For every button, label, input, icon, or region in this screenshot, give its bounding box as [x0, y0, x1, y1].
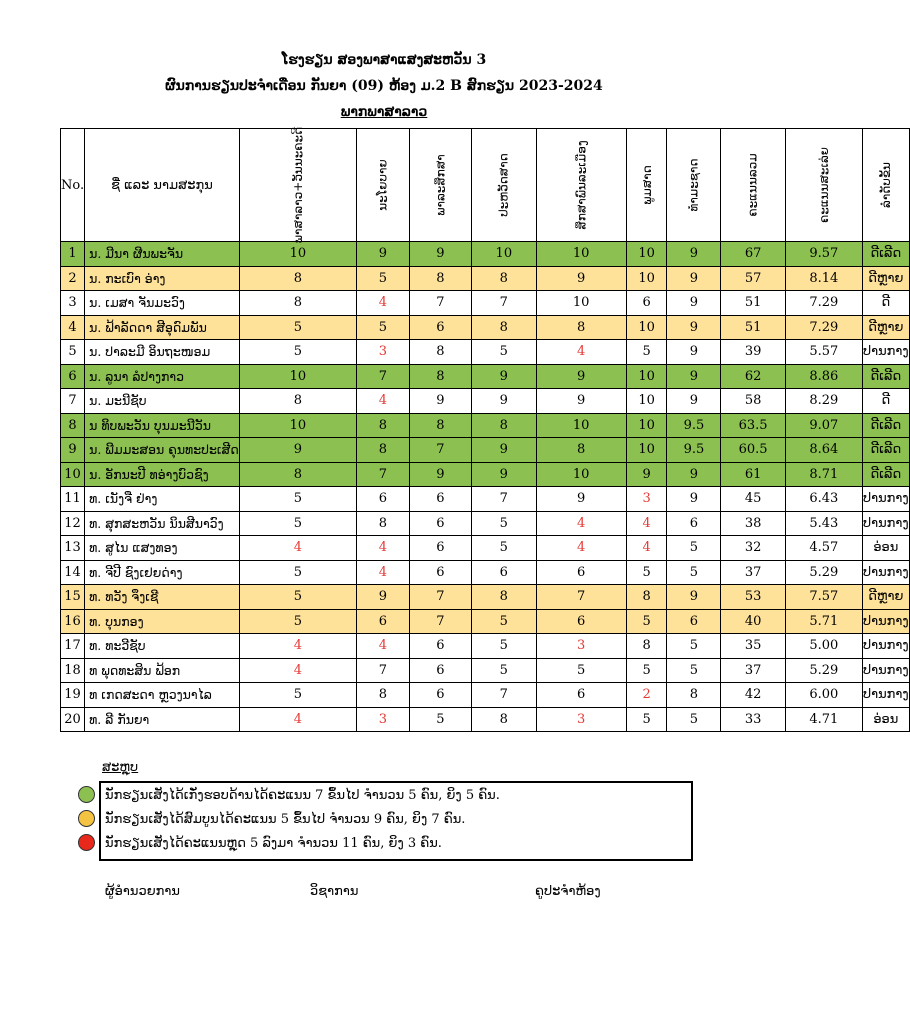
student-name: ນ. ປາລະມີ ອິນຖະໜອມ	[85, 340, 240, 365]
score-cell: 61	[721, 462, 785, 487]
score-cell: 5	[357, 315, 409, 340]
student-name: ນ. ອັກນະປີ ທອ່າງບົວຊົງ	[85, 462, 240, 487]
row-number: 17	[61, 634, 85, 659]
table-row	[61, 536, 910, 561]
grade-cell: ດີ	[862, 291, 909, 316]
score-cell: 6	[536, 683, 626, 708]
score-cell: 40	[721, 609, 785, 634]
row-number: 11	[61, 487, 85, 512]
student-name: ນ. ກະເບົາ ອ່າງ	[85, 266, 240, 291]
score-cell: 5	[357, 266, 409, 291]
table-row	[61, 389, 910, 414]
grade-cell: ປານກາງ	[862, 658, 909, 683]
score-cell: 10	[472, 242, 536, 267]
score-cell: 5	[239, 511, 356, 536]
score-cell: 9	[667, 291, 721, 316]
score-cell: 10	[626, 266, 667, 291]
score-cell: 5.57	[785, 340, 862, 365]
score-cell: 8	[239, 389, 356, 414]
score-cell: 45	[721, 487, 785, 512]
academic-signature-label: ວິຊາການ	[310, 884, 359, 899]
student-name: ທ. ສຸກສະຫວັນ ນິນສີນາວົງ	[85, 511, 240, 536]
score-cell: 7	[409, 438, 471, 463]
score-cell: 10	[536, 413, 626, 438]
table-row	[61, 609, 910, 634]
row-number: 5	[61, 340, 85, 365]
header-grade: ລຳດັບຂັ້ນ	[862, 129, 909, 242]
student-name: ນ. ມະນີຊັບ	[85, 389, 240, 414]
header-total: ຄະແນນລວມ	[721, 129, 785, 242]
score-cell: 7	[536, 585, 626, 610]
table-row	[61, 487, 910, 512]
row-number: 12	[61, 511, 85, 536]
row-number: 19	[61, 683, 85, 708]
score-cell: 9	[667, 462, 721, 487]
score-cell: 8.14	[785, 266, 862, 291]
score-cell: 10	[536, 242, 626, 267]
score-cell: 8	[357, 511, 409, 536]
score-cell: 8	[409, 340, 471, 365]
score-cell: 4	[536, 340, 626, 365]
row-number: 13	[61, 536, 85, 561]
score-cell: 7	[357, 658, 409, 683]
score-cell: 10	[536, 462, 626, 487]
table-row	[61, 413, 910, 438]
score-cell: 6	[409, 315, 471, 340]
score-cell: 9	[409, 462, 471, 487]
score-cell: 9	[409, 389, 471, 414]
header-policy: ນະໂຍບາຍ	[357, 129, 409, 242]
score-cell: 10	[626, 438, 667, 463]
table-row	[61, 438, 910, 463]
score-cell: 5	[472, 609, 536, 634]
score-cell: 9	[536, 487, 626, 512]
grade-cell: ປານກາງ	[862, 683, 909, 708]
score-cell: 5	[239, 585, 356, 610]
score-cell: 37	[721, 560, 785, 585]
score-cell: 9	[667, 389, 721, 414]
score-cell: 6.00	[785, 683, 862, 708]
student-name: ນ. ເມສາ ຈັນມະວົງ	[85, 291, 240, 316]
score-cell: 7	[357, 364, 409, 389]
header-average: ຄະແນນສະເລ່ຍ	[785, 129, 862, 242]
score-cell: 9	[667, 364, 721, 389]
score-cell: 6.43	[785, 487, 862, 512]
red-circle-icon	[78, 834, 95, 851]
header-no: No.	[61, 129, 85, 242]
yellow-circle-icon	[78, 810, 95, 827]
grade-cell: ດີເລີດ	[862, 462, 909, 487]
score-cell: 3	[626, 487, 667, 512]
grade-cell: ປານກາງ	[862, 487, 909, 512]
score-cell: 62	[721, 364, 785, 389]
score-cell: 7	[409, 609, 471, 634]
score-cell: 8	[472, 315, 536, 340]
score-cell: 7.57	[785, 585, 862, 610]
score-cell: 4	[239, 707, 356, 732]
score-cell: 5	[472, 536, 536, 561]
summary-item-pass: ນັກຮຽນເສັງໄດ້ສົມບູນໄດ້ຄະແນນ 5 ຂຶ້ນໄປ ຈຳນວນ 9 ຄົນ, ຍິງ 7 ຄົນ.	[105, 812, 466, 827]
score-cell: 6	[409, 658, 471, 683]
score-cell: 4	[536, 536, 626, 561]
score-cell: 51	[721, 291, 785, 316]
score-cell: 33	[721, 707, 785, 732]
grade-cell: ປານກາງ	[862, 634, 909, 659]
score-cell: 63.5	[721, 413, 785, 438]
score-cell: 7	[409, 291, 471, 316]
score-cell: 6	[536, 560, 626, 585]
table-row	[61, 511, 910, 536]
row-number: 16	[61, 609, 85, 634]
score-cell: 7	[409, 585, 471, 610]
score-cell: 5	[626, 609, 667, 634]
grade-cell: ດີຫຼາຍ	[862, 315, 909, 340]
score-cell: 9	[472, 438, 536, 463]
table-row	[61, 585, 910, 610]
grade-cell: ອ່ອນ	[862, 536, 909, 561]
score-cell: 5	[409, 707, 471, 732]
grade-cell: ດີຫຼາຍ	[862, 266, 909, 291]
student-name: ທ. ເນັງຈື ຢ່າງ	[85, 487, 240, 512]
score-cell: 51	[721, 315, 785, 340]
score-cell: 10	[536, 291, 626, 316]
score-cell: 6	[357, 609, 409, 634]
grade-cell: ປານກາງ	[862, 511, 909, 536]
score-cell: 9	[472, 364, 536, 389]
teacher-signature-label: ຄູປະຈຳຫ້ອງ	[535, 884, 601, 899]
row-number: 3	[61, 291, 85, 316]
student-name: ນ. ຟ້າລັດດາ ສີອຸດົມພັນ	[85, 315, 240, 340]
score-cell: 8	[626, 585, 667, 610]
score-cell: 57	[721, 266, 785, 291]
score-cell: 9	[536, 266, 626, 291]
score-cell: 3	[536, 634, 626, 659]
score-cell: 2	[626, 683, 667, 708]
grade-cell: ອ່ອນ	[862, 707, 909, 732]
score-cell: 9	[667, 487, 721, 512]
row-number: 10	[61, 462, 85, 487]
score-cell: 3	[357, 707, 409, 732]
score-cell: 9	[667, 315, 721, 340]
score-cell: 8	[239, 291, 356, 316]
score-cell: 5	[667, 536, 721, 561]
header-physical-ed: ພາລະສຶກສາ	[409, 129, 471, 242]
score-cell: 38	[721, 511, 785, 536]
score-cell: 6	[409, 511, 471, 536]
score-cell: 9	[626, 462, 667, 487]
score-cell: 6	[409, 536, 471, 561]
score-cell: 4	[357, 389, 409, 414]
score-cell: 58	[721, 389, 785, 414]
score-cell: 4	[357, 291, 409, 316]
student-name: ທ. ທວັງ ຈຶງເຊີ	[85, 585, 240, 610]
summary-item-fail: ນັກຮຽນເສັງໄດ້ຄະແນນຫຼຸດ 5 ລົງມາ ຈຳນວນ 11 ຄົນ, ຍິງ 3 ຄົນ.	[105, 836, 442, 851]
table-row	[61, 315, 910, 340]
score-cell: 7	[357, 462, 409, 487]
student-name: ທ ພຸດທະສິນ ຟ້ອກ	[85, 658, 240, 683]
score-cell: 37	[721, 658, 785, 683]
score-cell: 5	[239, 487, 356, 512]
score-cell: 9.5	[667, 413, 721, 438]
subject-title: ພາກພາສາລາວ	[340, 104, 428, 120]
row-number: 9	[61, 438, 85, 463]
header-history: ປະຫວັດສາດ	[472, 129, 536, 242]
score-cell: 8	[472, 585, 536, 610]
score-cell: 5	[472, 511, 536, 536]
score-cell: 8	[357, 683, 409, 708]
student-name: ນ. ລູນາ ລໍປາງກາວ	[85, 364, 240, 389]
summary-box	[99, 781, 693, 861]
score-cell: 7.29	[785, 291, 862, 316]
table-row	[61, 364, 910, 389]
score-cell: 8	[536, 438, 626, 463]
score-cell: 60.5	[721, 438, 785, 463]
table-row	[61, 242, 910, 267]
score-cell: 4	[239, 658, 356, 683]
row-number: 4	[61, 315, 85, 340]
score-cell: 6	[409, 487, 471, 512]
student-name: ທ ເກດສະດາ ຫຼວງນາໄລ	[85, 683, 240, 708]
score-cell: 9.5	[667, 438, 721, 463]
score-cell: 6	[409, 560, 471, 585]
score-cell: 5	[239, 560, 356, 585]
grade-cell: ປານກາງ	[862, 560, 909, 585]
green-circle-icon	[78, 786, 95, 803]
score-cell: 6	[409, 634, 471, 659]
score-cell: 9	[357, 242, 409, 267]
row-number: 18	[61, 658, 85, 683]
score-cell: 8	[409, 266, 471, 291]
table-row	[61, 634, 910, 659]
score-cell: 6	[357, 487, 409, 512]
score-cell: 8.29	[785, 389, 862, 414]
score-cell: 9	[667, 340, 721, 365]
score-cell: 5	[667, 707, 721, 732]
score-cell: 10	[239, 413, 356, 438]
student-name: ທ. ລີ ກັນຍາ	[85, 707, 240, 732]
report-title: ຜົນການຮຽນປະຈຳເດືອນ ກັນຍາ (09) ຫ້ອງ ມ.2 B ສົກຮຽນ 2023-2024	[165, 78, 603, 94]
summary-item-excellent: ນັກຮຽນເສັງໄດ້ເກັ່ງຮອບດ້ານໄດ້ຄະແນນ 7 ຂຶ້ນໄປ ຈຳນວນ 5 ຄົນ, ຍິງ 5 ຄົນ.	[105, 788, 500, 803]
score-cell: 8	[667, 683, 721, 708]
score-cell: 9	[536, 364, 626, 389]
grade-cell: ປານກາງ	[862, 340, 909, 365]
row-number: 7	[61, 389, 85, 414]
score-cell: 8	[239, 266, 356, 291]
score-cell: 5.29	[785, 658, 862, 683]
table-header-row	[61, 129, 910, 242]
grades-table	[60, 128, 910, 732]
score-cell: 5	[626, 560, 667, 585]
score-cell: 4	[357, 536, 409, 561]
score-cell: 6	[626, 291, 667, 316]
summary-title: ສະຫຼຸບ	[102, 760, 139, 775]
score-cell: 5.00	[785, 634, 862, 659]
score-cell: 8	[239, 462, 356, 487]
score-cell: 8	[472, 413, 536, 438]
score-cell: 4	[357, 634, 409, 659]
score-cell: 9	[357, 585, 409, 610]
table-row	[61, 291, 910, 316]
score-cell: 9	[472, 462, 536, 487]
score-cell: 9	[536, 389, 626, 414]
table-row	[61, 683, 910, 708]
row-number: 1	[61, 242, 85, 267]
grade-cell: ດີຫຼາຍ	[862, 585, 909, 610]
score-cell: 4.57	[785, 536, 862, 561]
score-cell: 4	[239, 634, 356, 659]
score-cell: 5.71	[785, 609, 862, 634]
student-name: ນ. ມີນາ ຜີນພະຈັນ	[85, 242, 240, 267]
score-cell: 5	[667, 658, 721, 683]
student-name: ທ. ບຸນກອງ	[85, 609, 240, 634]
score-cell: 10	[626, 389, 667, 414]
header-civics: ສຶກສາພົນລະເມືອງ	[536, 129, 626, 242]
row-number: 15	[61, 585, 85, 610]
score-cell: 7	[472, 291, 536, 316]
score-cell: 39	[721, 340, 785, 365]
score-cell: 5	[626, 658, 667, 683]
row-number: 20	[61, 707, 85, 732]
score-cell: 5	[536, 658, 626, 683]
student-name: ທ. ທະວີຊັບ	[85, 634, 240, 659]
score-cell: 6	[536, 609, 626, 634]
score-cell: 67	[721, 242, 785, 267]
score-cell: 3	[536, 707, 626, 732]
score-cell: 10	[239, 364, 356, 389]
score-cell: 32	[721, 536, 785, 561]
score-cell: 8	[536, 315, 626, 340]
score-cell: 9	[472, 389, 536, 414]
grade-cell: ດີເລີດ	[862, 242, 909, 267]
row-number: 2	[61, 266, 85, 291]
score-cell: 6	[409, 683, 471, 708]
score-cell: 5	[239, 340, 356, 365]
table-row	[61, 658, 910, 683]
header-nature: ທຳມະຊາດ	[667, 129, 721, 242]
score-cell: 6	[667, 511, 721, 536]
score-cell: 9	[667, 585, 721, 610]
score-cell: 10	[626, 364, 667, 389]
grade-cell: ດີເລີດ	[862, 413, 909, 438]
table-row	[61, 560, 910, 585]
header-name: ຊື່ ແລະ ນາມສະກຸນ	[85, 129, 240, 242]
score-cell: 53	[721, 585, 785, 610]
grade-cell: ດີ	[862, 389, 909, 414]
score-cell: 9.57	[785, 242, 862, 267]
score-cell: 7	[472, 487, 536, 512]
score-cell: 5	[626, 707, 667, 732]
score-cell: 5	[472, 634, 536, 659]
score-cell: 8	[409, 364, 471, 389]
score-cell: 4	[626, 511, 667, 536]
row-number: 8	[61, 413, 85, 438]
score-cell: 5	[239, 315, 356, 340]
score-cell: 8.71	[785, 462, 862, 487]
score-cell: 4	[239, 536, 356, 561]
score-cell: 10	[626, 315, 667, 340]
score-cell: 5.29	[785, 560, 862, 585]
student-name: ນ. ພີມມະສອນ ຄຸນທະປະເສີດ	[85, 438, 240, 463]
score-cell: 5	[239, 609, 356, 634]
score-cell: 5	[626, 340, 667, 365]
score-cell: 5	[667, 560, 721, 585]
score-cell: 35	[721, 634, 785, 659]
student-name: ທ. ສູໄນ ແສງທອງ	[85, 536, 240, 561]
score-cell: 5	[472, 658, 536, 683]
table-row	[61, 266, 910, 291]
score-cell: 8	[626, 634, 667, 659]
score-cell: 6	[667, 609, 721, 634]
score-cell: 9	[239, 438, 356, 463]
score-cell: 7.29	[785, 315, 862, 340]
header-lao-literature: ພາສາລາວ+ວັນນະຄະດີ	[239, 129, 356, 242]
score-cell: 8	[357, 413, 409, 438]
score-cell: 9.07	[785, 413, 862, 438]
director-signature-label: ຜູ້ອຳນວຍການ	[105, 884, 180, 899]
score-cell: 10	[626, 413, 667, 438]
table-row	[61, 340, 910, 365]
score-cell: 5	[239, 683, 356, 708]
grade-cell: ດີເລີດ	[862, 438, 909, 463]
grade-cell: ປານກາງ	[862, 609, 909, 634]
score-cell: 8	[357, 438, 409, 463]
school-title: ໂຮງຮຽນ ສອງພາສາແສງສະຫວັນ 3	[281, 52, 487, 68]
student-name: ນ ທິບພະວັນ ບຸນມະນີວັນ	[85, 413, 240, 438]
row-number: 6	[61, 364, 85, 389]
score-cell: 3	[357, 340, 409, 365]
score-cell: 4	[626, 536, 667, 561]
score-cell: 7	[472, 683, 536, 708]
table-row	[61, 462, 910, 487]
score-cell: 42	[721, 683, 785, 708]
score-cell: 4.71	[785, 707, 862, 732]
score-cell: 8	[409, 413, 471, 438]
score-cell: 8.86	[785, 364, 862, 389]
student-name: ທ. ຈີປີ ຊົງເຢຍດ່າງ	[85, 560, 240, 585]
table-row	[61, 707, 910, 732]
row-number: 14	[61, 560, 85, 585]
score-cell: 8	[472, 266, 536, 291]
score-cell: 9	[409, 242, 471, 267]
score-cell: 8	[472, 707, 536, 732]
score-cell: 10	[239, 242, 356, 267]
score-cell: 4	[536, 511, 626, 536]
score-cell: 5	[472, 340, 536, 365]
score-cell: 4	[357, 560, 409, 585]
score-cell: 10	[626, 242, 667, 267]
score-cell: 5.43	[785, 511, 862, 536]
score-cell: 9	[667, 266, 721, 291]
header-geography: ພູມສາດ	[626, 129, 667, 242]
score-cell: 5	[667, 634, 721, 659]
grade-cell: ດີເລີດ	[862, 364, 909, 389]
score-cell: 9	[667, 242, 721, 267]
score-cell: 6	[472, 560, 536, 585]
score-cell: 8.64	[785, 438, 862, 463]
